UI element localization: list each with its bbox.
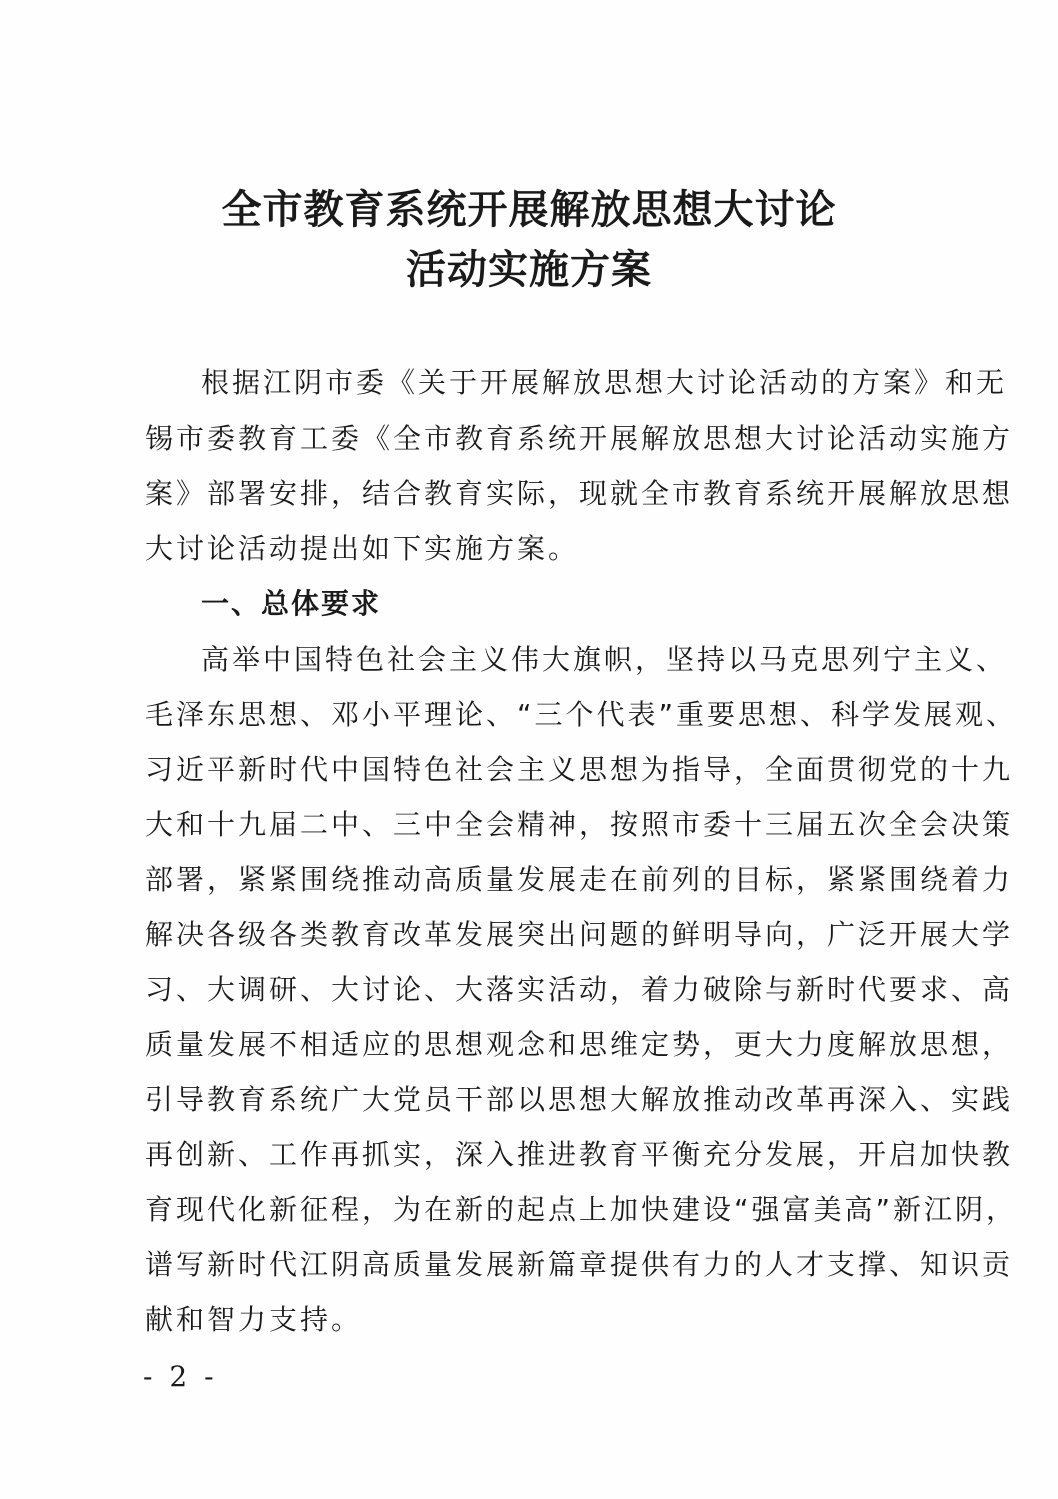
document-title-line-1: 全市教育系统开展解放思想大讨论: [221, 186, 837, 233]
section-line-13: 献和智力支持。: [145, 1303, 363, 1336]
section-line-12: 谱写新时代江阴高质量发展新篇章提供有力的人才支撑、知识贡: [145, 1248, 1014, 1281]
section-line-8: 质量发展不相适应的思想观念和思维定势，更大力度解放思想，: [145, 1028, 1014, 1061]
section-line-4: 大和十九届二中、三中全会精神，按照市委十三届五次全会决策: [145, 808, 1014, 841]
page-number: - 2 -: [143, 1360, 218, 1393]
section-line-5: 部署，紧紧围绕推动高质量发展走在前列的目标，紧紧围绕着力: [145, 863, 1014, 896]
section-line-9: 引导教育系统广大党员干部以思想大解放推动改革再深入、实践: [145, 1083, 1014, 1116]
section-line-11: 育现代化新征程，为在新的起点上加快建设“强富美高”新江阴，: [145, 1193, 1018, 1226]
intro-line-4: 大讨论活动提出如下实施方案。: [145, 532, 580, 565]
section-line-1: 高举中国特色社会主义伟大旗帜，坚持以马克思列宁主义、: [201, 643, 1008, 676]
intro-line-3: 案》部署安排，结合教育实际，现就全市教育系统开展解放思想: [145, 477, 1014, 510]
section-line-7: 习、大调研、大讨论、大落实活动，着力破除与新时代要求、高: [145, 973, 1014, 1006]
section-line-3: 习近平新时代中国特色社会主义思想为指导，全面贯彻党的十九: [145, 753, 1014, 786]
section-line-2: 毛泽东思想、邓小平理论、“三个代表”重要思想、科学发展观、: [145, 698, 1018, 731]
section-heading: 一、总体要求: [201, 587, 382, 620]
section-line-10: 再创新、工作再抓实，深入推进教育平衡充分发展，开启加快教: [145, 1138, 1014, 1171]
intro-line-1: 根据江阴市委《关于开展解放思想大讨论活动的方案》和无: [201, 366, 1008, 399]
intro-line-2: 锡市委教育工委《全市教育系统开展解放思想大讨论活动实施方: [145, 422, 1014, 455]
section-line-6: 解决各级各类教育改革发展突出问题的鲜明导向，广泛开展大学: [145, 918, 1014, 951]
document-title-line-2: 活动实施方案: [406, 246, 652, 293]
